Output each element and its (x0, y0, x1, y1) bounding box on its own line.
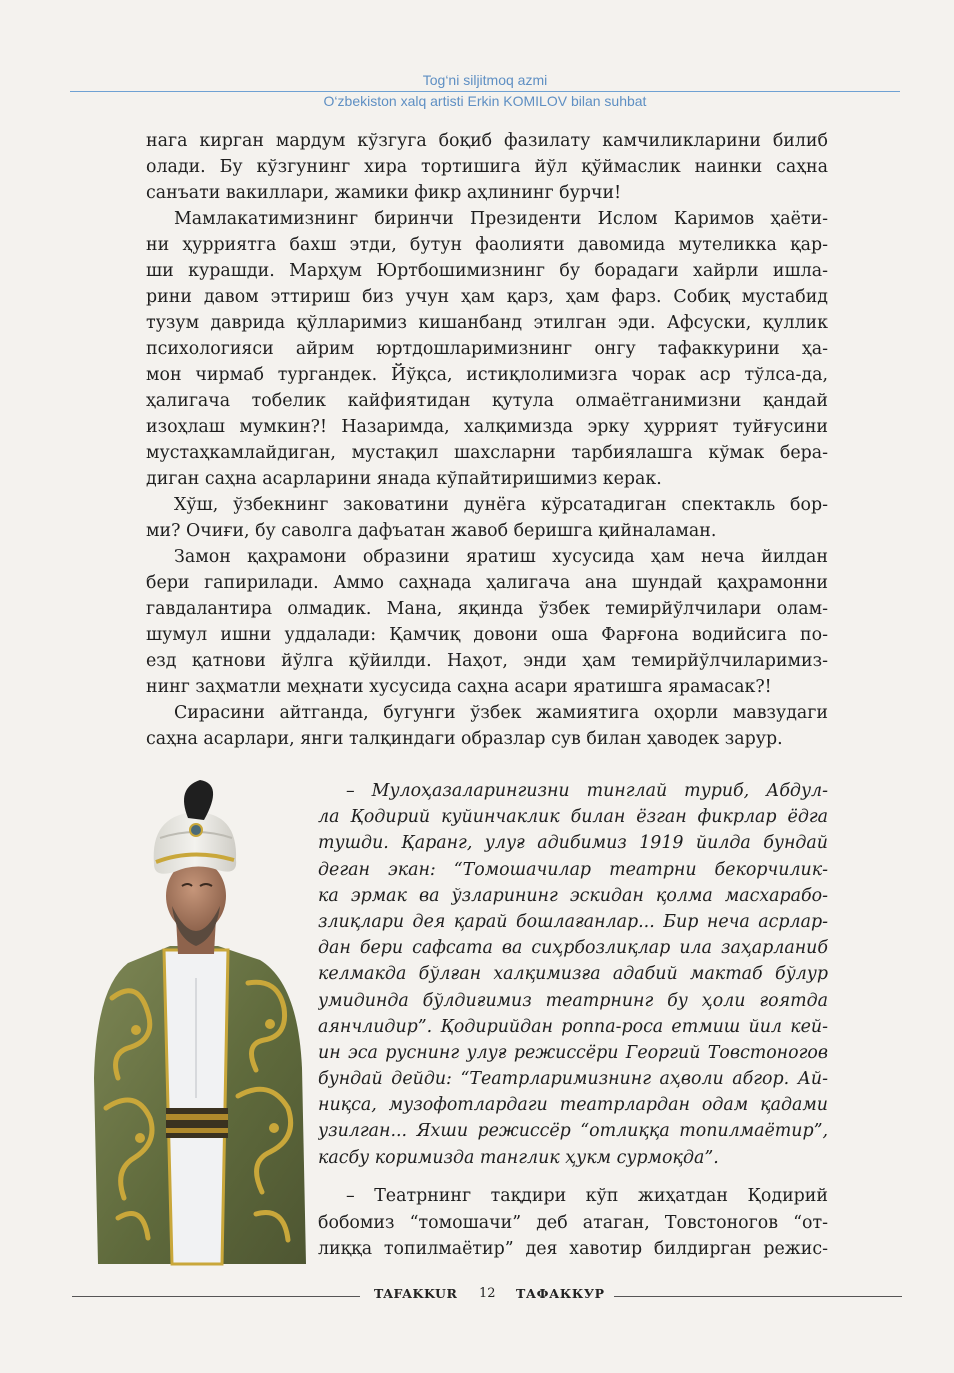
question-line: умидинда бўлдиғимиз театрнинг бу ҳоли ғоятда (318, 990, 828, 1011)
footer-rule-left (72, 1296, 360, 1297)
body-line: Сирасини айтганда, бугунги ўзбек жамиятига оҳорли мавзудаги (174, 703, 828, 723)
body-line: мон чирмаб тургандек. Йўқса, истиқлолимизга чорак аср тўлса-да, (146, 365, 828, 385)
answer-line: бобомиз “томошачи” деб атаган, Товстоногов “от- (318, 1212, 828, 1233)
body-line: бери гапирилади. Аммо саҳнада ҳалигача ана шундай қаҳрамонни (146, 573, 828, 593)
header-rule (70, 91, 900, 92)
page-number: 12 (479, 1286, 496, 1301)
question-line: ин эса руснинг улуғ режиссёри Георгий Товстоногов (318, 1042, 828, 1063)
body-line: шумул ишни уддалади: Қамчиқ довони оша Фарғона водийсига по- (146, 625, 828, 645)
page-footer (72, 1284, 902, 1308)
body-line: саҳна асарлари, янги талқиндаги образлар сув билан ҳаводек зарур. (146, 729, 783, 749)
body-line: Замон қаҳрамони образини яратиш хусусида ҳам неча йилдан (174, 547, 828, 567)
question-line: ла Қодирий куйинчаклик билан ёзган фикрлар ёдга (318, 807, 828, 828)
body-line: нага кирган мардум кўзгуга боқиб фазилату камчиликларини билиб (146, 131, 828, 151)
answer-line: – Театрнинг тақдири кўп жиҳатдан Қодирий (346, 1186, 828, 1206)
body-line: изоҳлаш мумкин?! Назаримда, халқимизда эрку ҳуррият туйғусини (146, 417, 828, 437)
question-line: тушди. Қаранг, улуғ адибимиз 1919 йилда бундай (318, 833, 828, 854)
question-line: – Мулоҳазаларингизни тинглай туриб, Абдул- (346, 781, 828, 801)
question-text (318, 778, 828, 1171)
question-line: узилган... Яхши режиссёр “отлиққа топилмаётир”, (318, 1121, 828, 1142)
footer-rule-right (614, 1296, 902, 1297)
actor-portrait-photo (88, 778, 310, 1266)
question-line: деган экан: “Томошачилар театрни бекорчилик- (318, 859, 828, 880)
answer-text (318, 1183, 828, 1263)
question-line: злиқлари дея қарай бошлағанлар... Бир неча асрлар- (318, 911, 828, 932)
body-line: гавдалантира олмадик. Мана, яқинда ўзбек темирйўлчилари олам- (146, 599, 828, 619)
body-line: ҳалигача тобелик кайфиятидан қутула олмаётганимизни қандай (146, 391, 828, 411)
body-line: нинг заҳматли меҳнати хусусида саҳна асари яратишга ярамасак?! (146, 677, 772, 697)
question-line: бундай дейди: “Театрларимизнинг аҳволи абгор. Ай- (318, 1069, 828, 1090)
body-line: психологияси айрим юртдошларимизнинг онгу тафаккурини ҳа- (146, 339, 828, 359)
body-line: ши курашди. Марҳум Юртбошимизнинг бу борадаги хайрли ишла- (146, 261, 828, 281)
question-line: ка эрмак ва ўзларининг эскидан қолма масхарабо- (318, 885, 828, 906)
body-line: Мамлакатимизнинг биринчи Президенти Ислом Каримов ҳаёти- (174, 209, 828, 229)
question-line: келмакда бўлған халқимизға адабий мактаб бўлур (318, 964, 828, 985)
header-title: Tog‘ni siljitmoq azmi (422, 72, 548, 88)
question-line: ниқса, музофотлардаги театрлардан одам қадами (318, 1095, 828, 1116)
answer-line: лиққа топилмаётир” дея хавотир билдирган режис- (318, 1239, 828, 1260)
body-line: Хўш, ўзбекнинг заковатини дунёга кўрсатадиган спектакль бор- (174, 495, 828, 515)
body-line: диган саҳна асарларини янада кўпайтиришимиз керак. (146, 469, 662, 489)
question-line: касбу коримизда танглик ҳукм сурмоқда”. (318, 1147, 719, 1168)
question-line: аянчлидир”. Қодирийдан роппа-роса етмиш йил кей- (318, 1016, 828, 1037)
question-line: дан бери сафсата ва сиҳрбозлиқлар ила заҳарланиб (318, 938, 828, 959)
body-line: ни ҳурриятга бахш этди, бутун фаолияти давомида мутеликка қар- (146, 235, 828, 255)
body-line: олади. Бу кўзгунинг хира тортишига йўл қўймаслик наинки саҳна (146, 157, 828, 177)
body-text (146, 128, 828, 752)
header-subtitle: O‘zbekiston xalq artisti Erkin KOMILOV bilan suhbat (323, 93, 647, 109)
body-line: езд қатнови йўлга қўйилди. Наҳот, энди ҳам темирйўлчиларимиз- (146, 651, 828, 671)
body-line: санъати вакиллари, жамики фикр аҳлининг бурчи! (146, 183, 622, 203)
body-line: ми? Очиғи, бу саволга дафъатан жавоб беришга қийналаман. (146, 521, 717, 541)
body-line: мустаҳкамлайдиган, мустақил шахсларни тарбиялашга кўмак бера- (146, 443, 828, 463)
footer-title-cyrillic: ТАФАККУР (516, 1286, 605, 1301)
footer-title-latin: TAFAKKUR (374, 1286, 458, 1301)
body-line: рини давом эттириш биз учун ҳам қарз, ҳам фарз. Собиқ мустабид (146, 287, 828, 307)
body-line: тузум даврида қўлларимиз кишанбанд этилган эди. Афсуски, қуллик (146, 313, 828, 333)
